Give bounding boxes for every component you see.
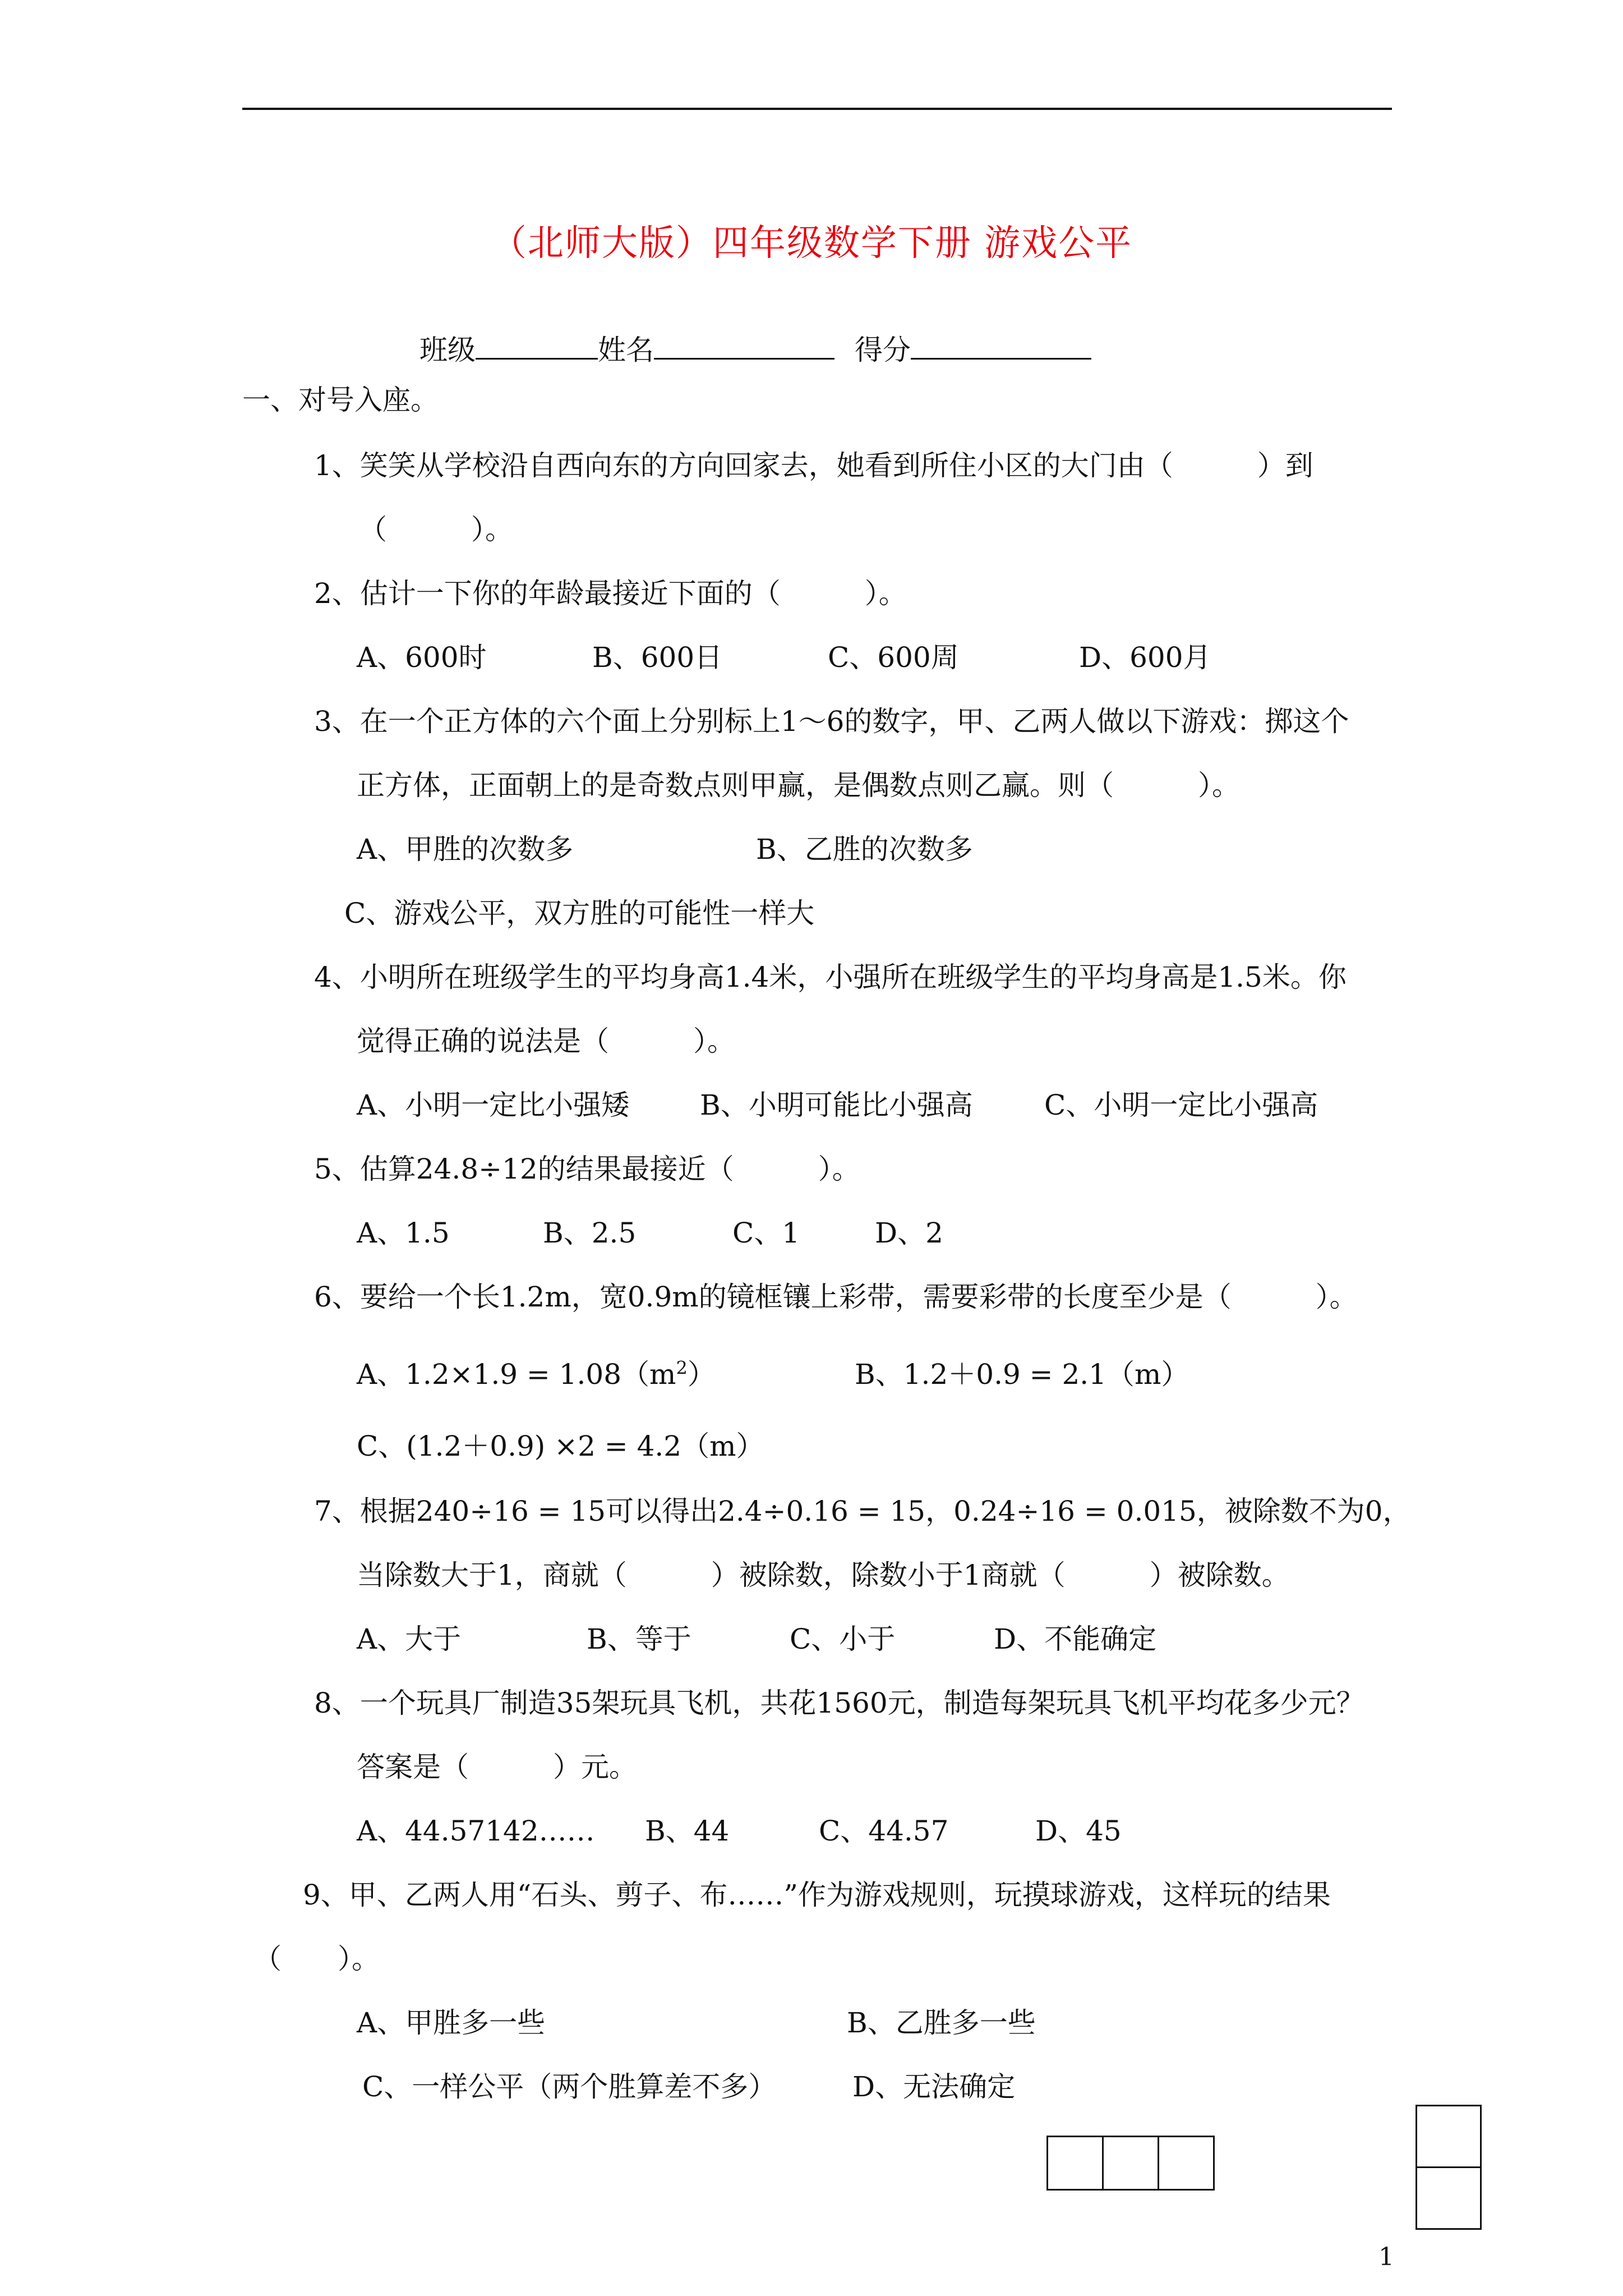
q8-option-d[interactable]: D、45 (1035, 1815, 1122, 1847)
question-7-line-1: 7、根据240÷16 = 15可以得出2.4÷0.16 = 15，0.24÷16 = 0.015，被除数不为0， (314, 1495, 1411, 1527)
q9-option-c[interactable]: C、一样公平（两个胜算差不多） (362, 2070, 777, 2103)
q4-option-c[interactable]: C、小明一定比小强高 (1044, 1089, 1318, 1121)
answer-box[interactable] (1159, 2137, 1213, 2189)
q6-option-c[interactable]: C、(1.2＋0.9) ×2 = 4.2（m） (357, 1430, 764, 1462)
question-2: 2、估计一下你的年龄最接近下面的（ ）。 (314, 577, 907, 610)
score-label: 得分 (855, 334, 911, 366)
score-box[interactable] (1417, 2168, 1480, 2228)
q6-option-a[interactable] (357, 1358, 716, 1391)
question-4-line-1: 4、小明所在班级学生的平均身高1.4米，小强所在班级学生的平均身高是1.5米。你 (314, 961, 1347, 993)
q5-option-c[interactable]: C、1 (732, 1217, 800, 1249)
q7-option-b[interactable]: B、等于 (587, 1623, 691, 1655)
q5-option-d[interactable]: D、2 (875, 1217, 943, 1249)
q9-option-a[interactable]: A、甲胜多一些 (357, 2007, 546, 2039)
section-heading: 一、对号入座。 (242, 384, 439, 416)
q8-option-b[interactable]: B、44 (645, 1815, 730, 1847)
header-rule (242, 108, 1392, 110)
q9-option-d[interactable]: D、无法确定 (852, 2070, 1016, 2103)
q3-option-b[interactable]: B、乙胜的次数多 (756, 833, 973, 866)
name-blank[interactable] (654, 331, 834, 360)
q7-option-d[interactable]: D、不能确定 (994, 1623, 1157, 1655)
q8-option-a[interactable]: A、44.57142…… (357, 1815, 595, 1847)
q6-option-a-superscript: 2 (676, 1357, 688, 1379)
q2-option-b[interactable]: B、600日 (592, 641, 723, 674)
q7-option-a[interactable]: A、大于 (357, 1623, 462, 1655)
q5-option-a[interactable]: A、1.5 (357, 1217, 450, 1249)
page-number: 1 (1378, 2243, 1394, 2271)
question-7-line-2: 当除数大于1，商就（ ）被除数，除数小于1商就（ ）被除数。 (357, 1559, 1290, 1591)
name-label: 姓名 (598, 334, 654, 366)
question-1-line-2: （ ）。 (359, 513, 513, 546)
q5-option-b[interactable]: B、2.5 (543, 1217, 637, 1249)
question-4-line-2: 觉得正确的说法是（ ）。 (357, 1025, 735, 1057)
score-box[interactable] (1417, 2106, 1480, 2168)
question-3-line-1: 3、在一个正方体的六个面上分别标上1～6的数字，甲、乙两人做以下游戏：掷这个 (314, 705, 1349, 738)
answer-box-row (1046, 2136, 1215, 2191)
q8-option-c[interactable]: C、44.57 (819, 1815, 949, 1847)
class-label: 班级 (419, 334, 476, 366)
q7-option-c[interactable]: C、小于 (790, 1623, 896, 1655)
question-3-line-2: 正方体，正面朝上的是奇数点则甲赢，是偶数点则乙赢。则（ ）。 (357, 769, 1240, 802)
question-8-line-1: 8、一个玩具厂制造35架玩具飞机，共花1560元，制造每架玩具飞机平均花多少元？ (314, 1687, 1364, 1719)
score-blank[interactable] (911, 331, 1091, 360)
q6-option-a-end: ） (687, 1358, 716, 1391)
q2-option-a[interactable]: A、600时 (357, 641, 487, 674)
question-6: 6、要给一个长1.2m，宽0.9m的镜框镶上彩带，需要彩带的长度至少是（ ）。 (314, 1281, 1358, 1313)
q2-option-c[interactable]: C、600周 (828, 641, 959, 674)
q3-option-a[interactable]: A、甲胜的次数多 (357, 833, 574, 866)
question-9-line-2: （ ）。 (253, 1943, 380, 1975)
info-line (419, 331, 1091, 367)
q4-option-b[interactable]: B、小明可能比小强高 (700, 1089, 973, 1121)
question-1-line-1: 1、笑笑从学校沿自西向东的方向回家去，她看到所住小区的大门由（ ）到 (314, 449, 1313, 482)
q4-option-a[interactable]: A、小明一定比小强矮 (357, 1089, 630, 1121)
q3-option-c[interactable]: C、游戏公平，双方胜的可能性一样大 (344, 897, 815, 930)
q6-option-a-text: A、1.2×1.9 = 1.08（m (357, 1358, 676, 1391)
question-5: 5、估算24.8÷12的结果最接近（ ）。 (314, 1153, 860, 1185)
question-8-line-2: 答案是（ ）元。 (357, 1751, 637, 1783)
answer-box[interactable] (1104, 2137, 1159, 2189)
score-box-column (1415, 2105, 1482, 2230)
page-title: （北师大版）四年级数学下册 游戏公平 (490, 223, 1133, 264)
q6-option-b[interactable]: B、1.2＋0.9 = 2.1（m） (855, 1358, 1189, 1391)
answer-box[interactable] (1048, 2137, 1104, 2189)
q2-option-d[interactable]: D、600月 (1079, 641, 1211, 674)
q9-option-b[interactable]: B、乙胜多一些 (847, 2007, 1036, 2039)
class-blank[interactable] (476, 331, 598, 360)
question-9-line-1: 9、甲、乙两人用“石头、剪子、布……”作为游戏规则，玩摸球游戏，这样玩的结果 (303, 1879, 1331, 1911)
